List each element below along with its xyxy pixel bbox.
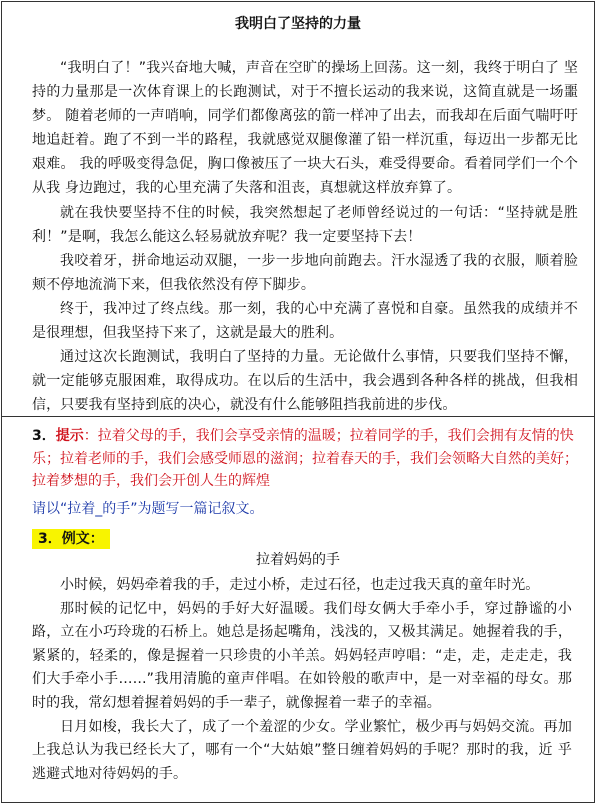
example-paragraph: 日月如梭，我长大了，成了一个羞涩的少女。学业繁忙，极少再与妈妈交流。再加上我总认为我已经长大了，哪有一个“大姑娘”整日缠着妈妈的手呢？那时的我，近 乎逃避式地对待妈妈的手。 [32, 718, 572, 782]
example-paragraph: 那时候的记忆中，妈妈的手好大好温暖。我们母女俩大手牵小手，穿过静谧的小路，立在小巧玲珑的石桥上。她总是扬起嘴角，浅浅的，又极其满足。她握着我的手，紧紧的，轻柔的，像是握着一只珍贵的小羊羔。妈妈轻声哼唱：“走，走，走走走，我们大手牵小手……”我用清脆的童声伴唱。在如铃般的歌声中，是一对幸福的母女。那时的我，常幻想着握着妈妈的手一辈子，就像握着一辈子的幸福。 [32, 600, 572, 711]
example-tag: 3．例文： [32, 529, 110, 549]
example-body [32, 574, 572, 786]
hint-block [32, 425, 578, 493]
hint-text: 拉着父母的手，我们会享受亲情的温暖；拉着同学的手，我们会拥有友情的快乐；拉着老师的手，我们会感受师恩的滋润；拉着春天的手，我们会领略大自然的美好；拉着梦想的手，我们会开创人生的辉煌 [32, 428, 578, 489]
example-title: 拉着妈妈的手 [256, 552, 340, 568]
essay-paragraph: “我明白了！”我兴奋地大喊，声音在空旷的操场上回荡。这一刻，我终于明白了 坚持的力量那是一次体育课上的长跑测试，对于不擅长运动的我来说，这简直就是一场噩梦。 随着老师的一声哨响，同学们都像离弦的箭一样冲了出去，而我却在后面气喘吁吁地追赶着。跑了不到一半的路程，我就感觉双腿像灌了铅一样沉重，每迈出一步都无比艰难。 我的呼吸变得急促，胸口像被压了一块大石头，难受得要命。看着同学们一个个从我 身边跑过，我的心里充满了失落和沮丧，真想就这样放弃算了。 [32, 60, 578, 197]
writing-prompt: 请以“拉着_的手”为题写一篇记叙文。 [32, 501, 264, 517]
essay-paragraph: 通过这次长跑测试，我明白了坚持的力量。无论做什么事情，只要我们坚持不懈，就一定能够克服困难，取得成功。在以后的生活中，我会遇到各种各样的挑战，但我相信，只要我有坚持到底的决心，就没有什么能够阻挡我前进的步伐。 [32, 349, 578, 414]
essay-paragraph: 终于，我冲过了终点线。那一刻，我的心中充满了喜悦和自豪。虽然我的成绩并不是很理想，但我坚持下来了，这就是最大的胜利。 [32, 300, 578, 342]
essay-body [32, 56, 578, 417]
example-paragraph: 小时候，妈妈牵着我的手，走过小桥，走过石径，也走过我天真的童年时光。 [60, 577, 540, 593]
hint-number: 3． [32, 428, 56, 444]
essay-paragraph: 就在我快要坚持不住的时候，我突然想起了老师曾经说过的一句话：“坚持就是胜 利！”是啊，我怎么能这么轻易就放弃呢？我一定要坚持下去！ [32, 204, 578, 245]
hint-colon: ： [83, 428, 98, 444]
hint-label: 提示 [55, 428, 84, 444]
essay-paragraph: 我咬着牙，拼命地运动双腿，一步一步地向前跑去。汗水湿透了我的衣服，顺着脸颊不停地流淌下来，但我依然没有停下脚步。 [32, 252, 578, 293]
document-page [1, 1, 595, 803]
essay-title: 我明白了坚持的力量 [235, 16, 361, 32]
essay-box [2, 2, 594, 417]
